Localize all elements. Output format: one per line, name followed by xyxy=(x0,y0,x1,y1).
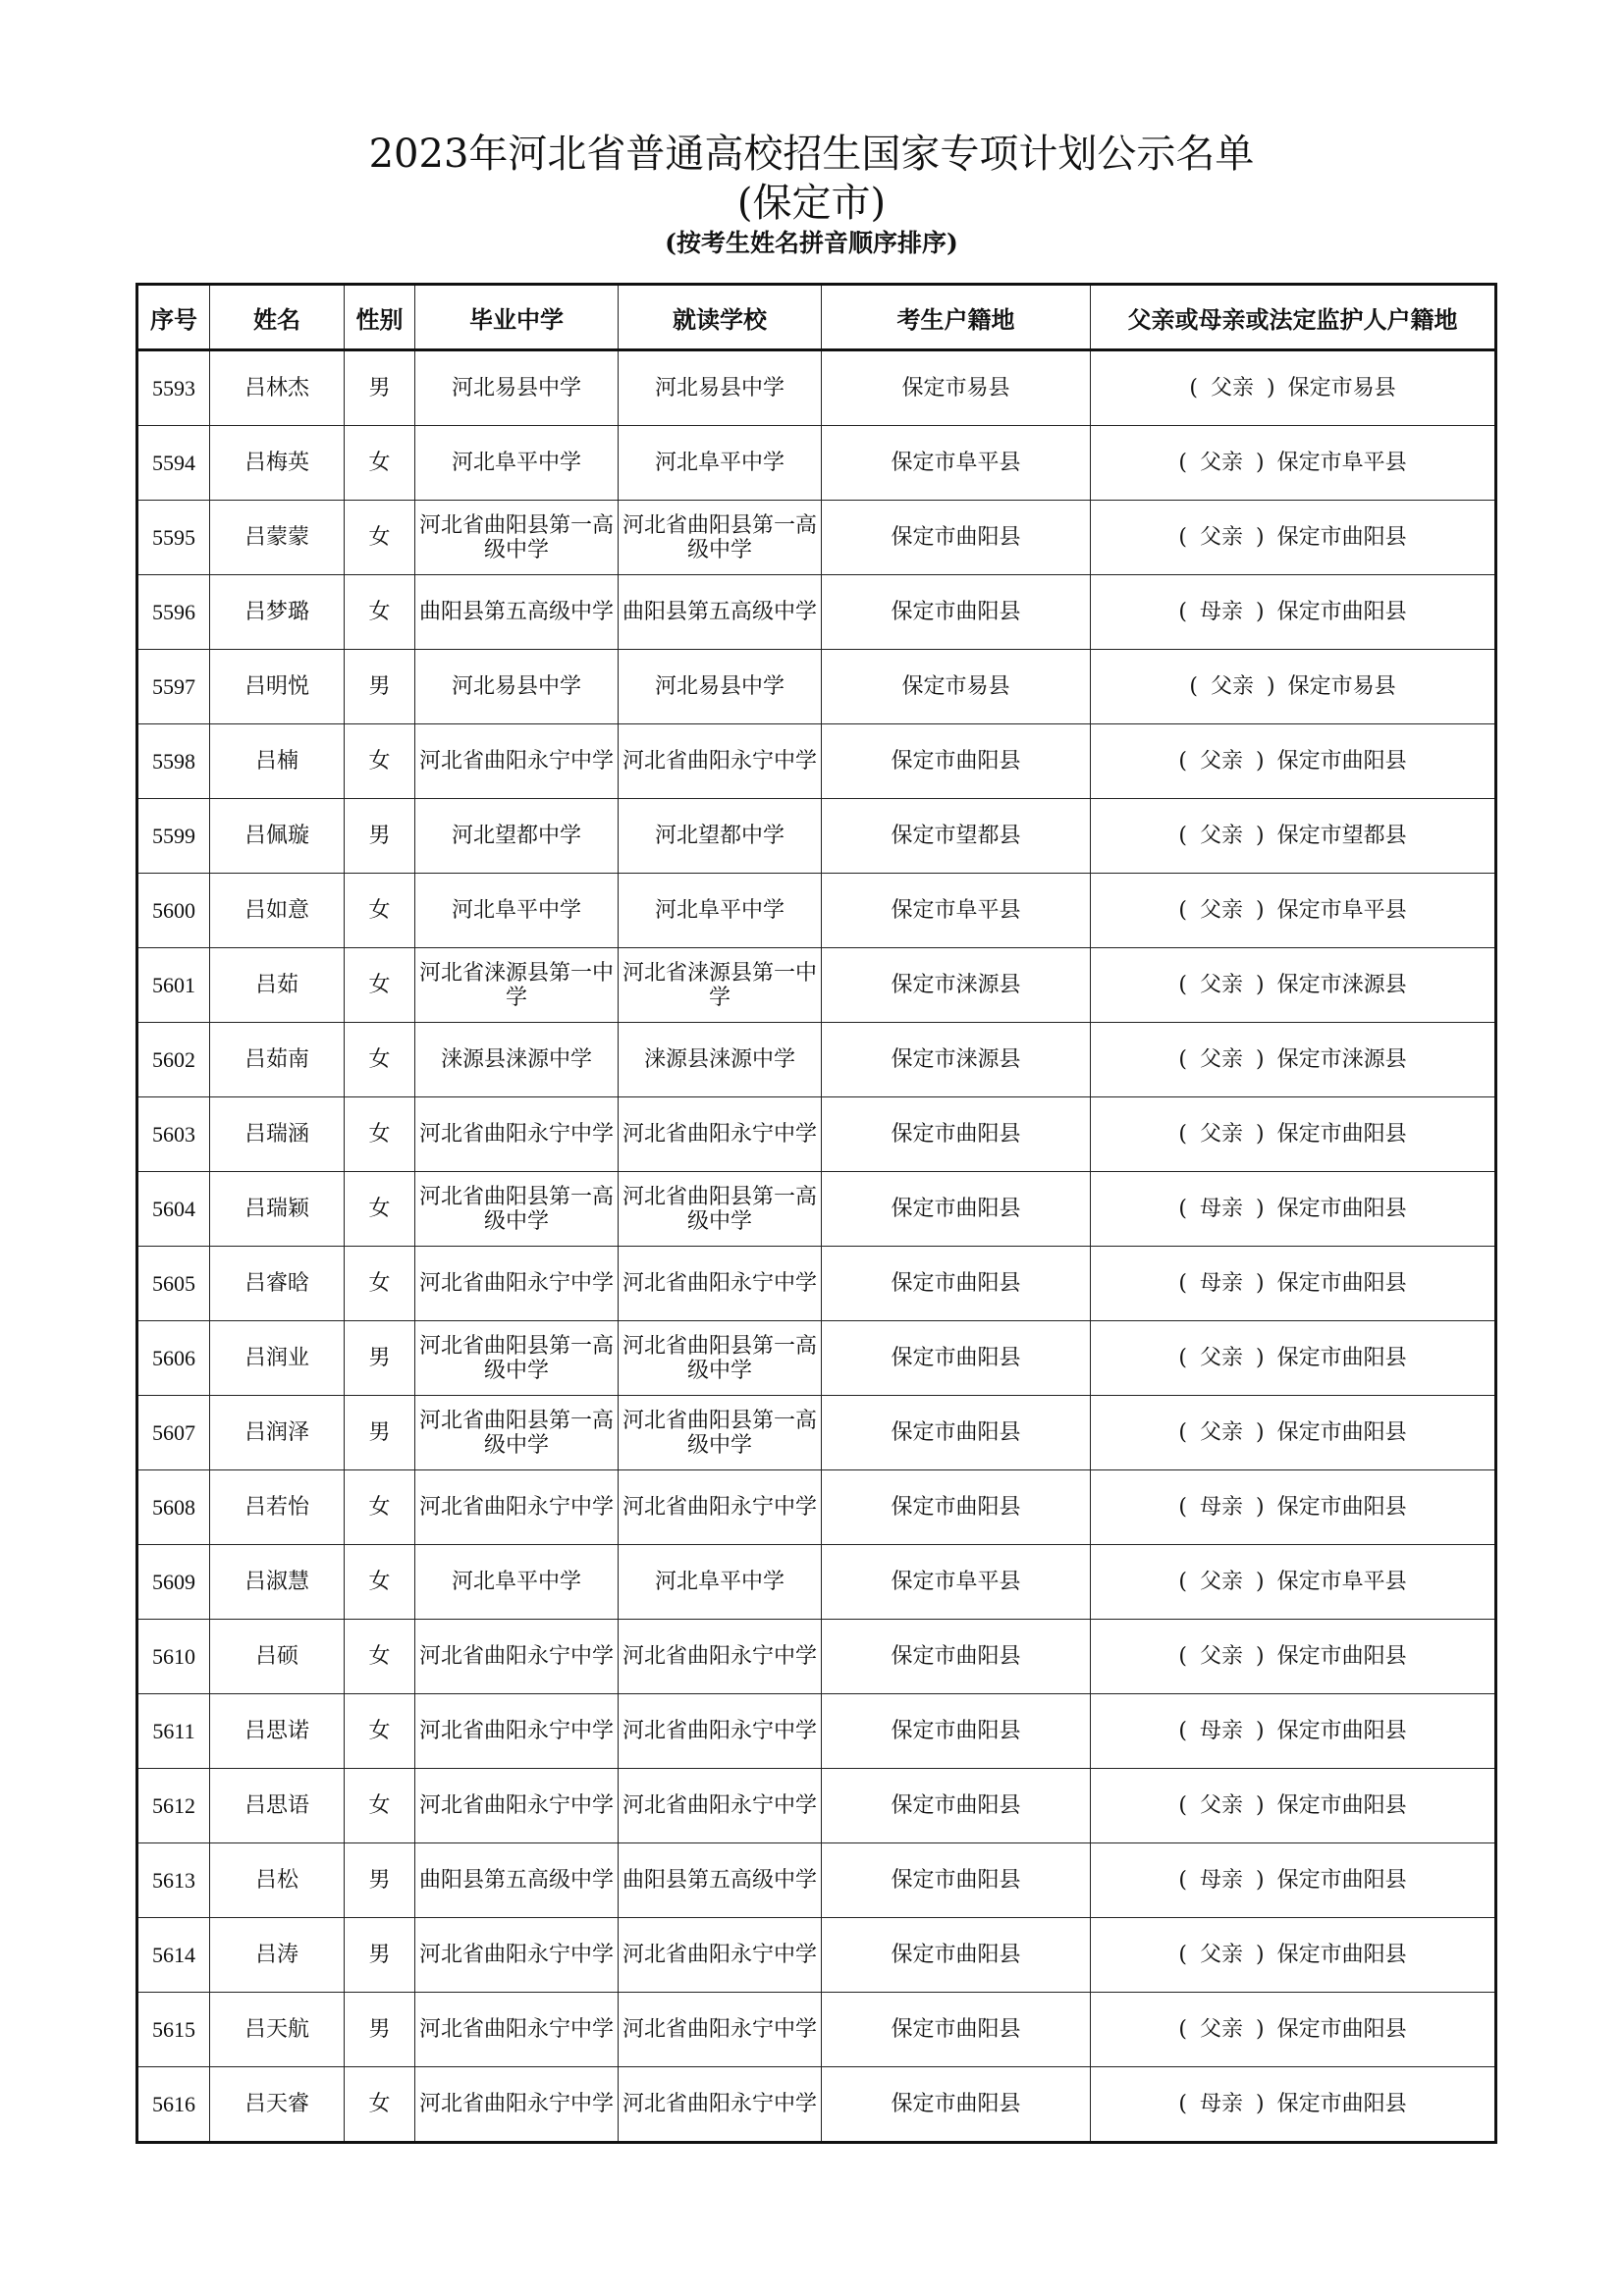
cell-current-school: 河北省曲阳永宁中学 xyxy=(619,1620,822,1694)
cell-grad-school: 河北阜平中学 xyxy=(415,426,619,501)
cell-name: 吕瑞涵 xyxy=(210,1097,345,1172)
cell-guardian-hukou: ( 父亲 ) 保定市望都县 xyxy=(1091,799,1496,874)
cell-seq: 5610 xyxy=(137,1620,210,1694)
cell-seq: 5606 xyxy=(137,1321,210,1396)
cell-hukou: 保定市阜平县 xyxy=(822,1545,1091,1620)
page-title: 2023年河北省普通高校招生国家专项计划公示名单 xyxy=(368,132,1255,177)
cell-guardian-hukou: ( 母亲 ) 保定市曲阳县 xyxy=(1091,1843,1496,1918)
table-row xyxy=(137,1247,1496,1321)
cell-gender: 女 xyxy=(345,874,415,948)
table-row xyxy=(137,799,1496,874)
cell-name: 吕楠 xyxy=(210,724,345,799)
table-row xyxy=(137,1321,1496,1396)
cell-seq: 5600 xyxy=(137,874,210,948)
cell-hukou: 保定市曲阳县 xyxy=(822,1097,1091,1172)
cell-seq: 5593 xyxy=(137,350,210,426)
cell-current-school: 河北省曲阳永宁中学 xyxy=(619,2067,822,2143)
cell-gender: 男 xyxy=(345,350,415,426)
table-row xyxy=(137,350,1496,426)
cell-seq: 5598 xyxy=(137,724,210,799)
cell-guardian-hukou: ( 父亲 ) 保定市涞源县 xyxy=(1091,1023,1496,1097)
cell-gender: 男 xyxy=(345,1918,415,1993)
cell-hukou: 保定市曲阳县 xyxy=(822,1993,1091,2067)
table-row xyxy=(137,575,1496,650)
cell-guardian-hukou: ( 父亲 ) 保定市易县 xyxy=(1091,650,1496,724)
header-row xyxy=(137,285,1496,350)
cell-seq: 5599 xyxy=(137,799,210,874)
table-row xyxy=(137,501,1496,575)
cell-current-school: 河北省曲阳永宁中学 xyxy=(619,1918,822,1993)
cell-grad-school: 河北省曲阳县第一高级中学 xyxy=(415,1321,619,1396)
cell-gender: 男 xyxy=(345,1843,415,1918)
cell-name: 吕茹 xyxy=(210,948,345,1023)
cell-gender: 女 xyxy=(345,1470,415,1545)
cell-hukou: 保定市阜平县 xyxy=(822,874,1091,948)
cell-gender: 男 xyxy=(345,1321,415,1396)
cell-seq: 5613 xyxy=(137,1843,210,1918)
cell-hukou: 保定市曲阳县 xyxy=(822,575,1091,650)
cell-guardian-hukou: ( 母亲 ) 保定市曲阳县 xyxy=(1091,575,1496,650)
cell-name: 吕润业 xyxy=(210,1321,345,1396)
cell-grad-school: 河北省曲阳永宁中学 xyxy=(415,1097,619,1172)
cell-grad-school: 河北阜平中学 xyxy=(415,874,619,948)
cell-name: 吕思语 xyxy=(210,1769,345,1843)
cell-grad-school: 河北省曲阳永宁中学 xyxy=(415,1470,619,1545)
table-row xyxy=(137,1620,1496,1694)
cell-name: 吕睿晗 xyxy=(210,1247,345,1321)
table-row xyxy=(137,874,1496,948)
cell-current-school: 河北易县中学 xyxy=(619,650,822,724)
cell-guardian-hukou: ( 父亲 ) 保定市涞源县 xyxy=(1091,948,1496,1023)
cell-name: 吕明悦 xyxy=(210,650,345,724)
cell-guardian-hukou: ( 父亲 ) 保定市曲阳县 xyxy=(1091,1321,1496,1396)
cell-grad-school: 河北省曲阳永宁中学 xyxy=(415,1694,619,1769)
cell-hukou: 保定市曲阳县 xyxy=(822,724,1091,799)
cell-gender: 女 xyxy=(345,1023,415,1097)
column-header-hukou: 考生户籍地 xyxy=(822,285,1091,350)
cell-hukou: 保定市曲阳县 xyxy=(822,1918,1091,1993)
cell-guardian-hukou: ( 母亲 ) 保定市曲阳县 xyxy=(1091,1172,1496,1247)
table-body xyxy=(137,350,1496,2143)
cell-gender: 女 xyxy=(345,1247,415,1321)
cell-hukou: 保定市曲阳县 xyxy=(822,1172,1091,1247)
cell-name: 吕润泽 xyxy=(210,1396,345,1470)
cell-grad-school: 河北省涞源县第一中学 xyxy=(415,948,619,1023)
table-row xyxy=(137,1396,1496,1470)
cell-guardian-hukou: ( 父亲 ) 保定市曲阳县 xyxy=(1091,1097,1496,1172)
cell-current-school: 河北阜平中学 xyxy=(619,874,822,948)
cell-seq: 5604 xyxy=(137,1172,210,1247)
cell-hukou: 保定市曲阳县 xyxy=(822,501,1091,575)
cell-guardian-hukou: ( 父亲 ) 保定市阜平县 xyxy=(1091,426,1496,501)
cell-seq: 5609 xyxy=(137,1545,210,1620)
cell-gender: 女 xyxy=(345,948,415,1023)
cell-grad-school: 河北省曲阳县第一高级中学 xyxy=(415,1396,619,1470)
cell-seq: 5601 xyxy=(137,948,210,1023)
cell-guardian-hukou: ( 父亲 ) 保定市曲阳县 xyxy=(1091,1918,1496,1993)
cell-name: 吕淑慧 xyxy=(210,1545,345,1620)
cell-gender: 女 xyxy=(345,2067,415,2143)
cell-gender: 女 xyxy=(345,1545,415,1620)
cell-seq: 5615 xyxy=(137,1993,210,2067)
cell-seq: 5596 xyxy=(137,575,210,650)
cell-hukou: 保定市曲阳县 xyxy=(822,1620,1091,1694)
cell-name: 吕梦璐 xyxy=(210,575,345,650)
cell-name: 吕天航 xyxy=(210,1993,345,2067)
cell-current-school: 河北省曲阳永宁中学 xyxy=(619,724,822,799)
cell-guardian-hukou: ( 父亲 ) 保定市曲阳县 xyxy=(1091,1620,1496,1694)
cell-guardian-hukou: ( 父亲 ) 保定市阜平县 xyxy=(1091,1545,1496,1620)
table-row xyxy=(137,650,1496,724)
cell-grad-school: 河北省曲阳县第一高级中学 xyxy=(415,1172,619,1247)
table-row xyxy=(137,1918,1496,1993)
cell-grad-school: 河北易县中学 xyxy=(415,350,619,426)
cell-name: 吕涛 xyxy=(210,1918,345,1993)
cell-grad-school: 河北省曲阳永宁中学 xyxy=(415,724,619,799)
cell-guardian-hukou: ( 父亲 ) 保定市阜平县 xyxy=(1091,874,1496,948)
cell-hukou: 保定市曲阳县 xyxy=(822,1843,1091,1918)
cell-current-school: 河北阜平中学 xyxy=(619,1545,822,1620)
cell-hukou: 保定市望都县 xyxy=(822,799,1091,874)
cell-current-school: 河北省曲阳县第一高级中学 xyxy=(619,1172,822,1247)
cell-guardian-hukou: ( 母亲 ) 保定市曲阳县 xyxy=(1091,1247,1496,1321)
cell-name: 吕林杰 xyxy=(210,350,345,426)
cell-seq: 5595 xyxy=(137,501,210,575)
cell-name: 吕茹南 xyxy=(210,1023,345,1097)
table-row xyxy=(137,426,1496,501)
column-header-current-school: 就读学校 xyxy=(619,285,822,350)
cell-grad-school: 河北省曲阳永宁中学 xyxy=(415,1993,619,2067)
cell-guardian-hukou: ( 父亲 ) 保定市曲阳县 xyxy=(1091,724,1496,799)
table-header xyxy=(137,285,1496,350)
cell-current-school: 河北望都中学 xyxy=(619,799,822,874)
cell-guardian-hukou: ( 母亲 ) 保定市曲阳县 xyxy=(1091,2067,1496,2143)
cell-name: 吕天睿 xyxy=(210,2067,345,2143)
cell-grad-school: 曲阳县第五高级中学 xyxy=(415,575,619,650)
cell-grad-school: 曲阳县第五高级中学 xyxy=(415,1843,619,1918)
cell-current-school: 河北省曲阳县第一高级中学 xyxy=(619,501,822,575)
cell-seq: 5602 xyxy=(137,1023,210,1097)
cell-grad-school: 河北省曲阳县第一高级中学 xyxy=(415,501,619,575)
column-header-name: 姓名 xyxy=(210,285,345,350)
cell-gender: 女 xyxy=(345,501,415,575)
cell-seq: 5612 xyxy=(137,1769,210,1843)
cell-seq: 5614 xyxy=(137,1918,210,1993)
column-header-guardian-hukou: 父亲或母亲或法定监护人户籍地 xyxy=(1091,285,1496,350)
cell-grad-school: 河北省曲阳永宁中学 xyxy=(415,1769,619,1843)
cell-name: 吕硕 xyxy=(210,1620,345,1694)
cell-guardian-hukou: ( 父亲 ) 保定市曲阳县 xyxy=(1091,501,1496,575)
cell-current-school: 河北易县中学 xyxy=(619,350,822,426)
sort-note: (按考生姓名拼音顺序排序) xyxy=(665,229,958,257)
cell-hukou: 保定市涞源县 xyxy=(822,1023,1091,1097)
cell-name: 吕佩璇 xyxy=(210,799,345,874)
cell-hukou: 保定市曲阳县 xyxy=(822,1247,1091,1321)
cell-hukou: 保定市曲阳县 xyxy=(822,1321,1091,1396)
cell-gender: 女 xyxy=(345,724,415,799)
cell-hukou: 保定市曲阳县 xyxy=(822,2067,1091,2143)
cell-name: 吕蒙蒙 xyxy=(210,501,345,575)
cell-grad-school: 河北省曲阳永宁中学 xyxy=(415,1620,619,1694)
cell-seq: 5608 xyxy=(137,1470,210,1545)
cell-name: 吕松 xyxy=(210,1843,345,1918)
page-subtitle: (保定市) xyxy=(736,181,887,226)
cell-hukou: 保定市曲阳县 xyxy=(822,1396,1091,1470)
table-row xyxy=(137,948,1496,1023)
cell-hukou: 保定市阜平县 xyxy=(822,426,1091,501)
cell-grad-school: 河北望都中学 xyxy=(415,799,619,874)
table-row xyxy=(137,1545,1496,1620)
cell-current-school: 河北省曲阳县第一高级中学 xyxy=(619,1396,822,1470)
cell-current-school: 曲阳县第五高级中学 xyxy=(619,1843,822,1918)
cell-gender: 女 xyxy=(345,1620,415,1694)
cell-seq: 5603 xyxy=(137,1097,210,1172)
cell-current-school: 河北阜平中学 xyxy=(619,426,822,501)
table-row xyxy=(137,1172,1496,1247)
cell-name: 吕若怡 xyxy=(210,1470,345,1545)
cell-grad-school: 河北省曲阳永宁中学 xyxy=(415,1247,619,1321)
cell-gender: 男 xyxy=(345,1396,415,1470)
roster-table xyxy=(135,283,1497,2144)
cell-grad-school: 河北省曲阳永宁中学 xyxy=(415,1918,619,1993)
table-row xyxy=(137,1023,1496,1097)
cell-gender: 女 xyxy=(345,575,415,650)
cell-gender: 男 xyxy=(345,799,415,874)
cell-hukou: 保定市曲阳县 xyxy=(822,1470,1091,1545)
cell-hukou: 保定市涞源县 xyxy=(822,948,1091,1023)
cell-current-school: 河北省涞源县第一中学 xyxy=(619,948,822,1023)
column-header-grad-school: 毕业中学 xyxy=(415,285,619,350)
cell-current-school: 河北省曲阳永宁中学 xyxy=(619,1470,822,1545)
cell-current-school: 河北省曲阳永宁中学 xyxy=(619,1993,822,2067)
cell-gender: 女 xyxy=(345,1097,415,1172)
cell-seq: 5594 xyxy=(137,426,210,501)
table-row xyxy=(137,724,1496,799)
cell-grad-school: 涞源县涞源中学 xyxy=(415,1023,619,1097)
cell-current-school: 河北省曲阳县第一高级中学 xyxy=(619,1321,822,1396)
cell-current-school: 曲阳县第五高级中学 xyxy=(619,575,822,650)
cell-name: 吕如意 xyxy=(210,874,345,948)
cell-gender: 男 xyxy=(345,650,415,724)
cell-grad-school: 河北省曲阳永宁中学 xyxy=(415,2067,619,2143)
table-row xyxy=(137,1843,1496,1918)
cell-name: 吕瑞颖 xyxy=(210,1172,345,1247)
cell-guardian-hukou: ( 父亲 ) 保定市曲阳县 xyxy=(1091,1993,1496,2067)
cell-hukou: 保定市曲阳县 xyxy=(822,1694,1091,1769)
cell-current-school: 涞源县涞源中学 xyxy=(619,1023,822,1097)
table-row xyxy=(137,1097,1496,1172)
cell-name: 吕梅英 xyxy=(210,426,345,501)
cell-gender: 女 xyxy=(345,1172,415,1247)
table-row xyxy=(137,1470,1496,1545)
cell-hukou: 保定市曲阳县 xyxy=(822,1769,1091,1843)
cell-current-school: 河北省曲阳永宁中学 xyxy=(619,1694,822,1769)
cell-hukou: 保定市易县 xyxy=(822,350,1091,426)
cell-guardian-hukou: ( 母亲 ) 保定市曲阳县 xyxy=(1091,1470,1496,1545)
table-row xyxy=(137,2067,1496,2143)
cell-name: 吕思诺 xyxy=(210,1694,345,1769)
table-row xyxy=(137,1993,1496,2067)
table-row xyxy=(137,1769,1496,1843)
column-header-seq: 序号 xyxy=(137,285,210,350)
cell-guardian-hukou: ( 父亲 ) 保定市曲阳县 xyxy=(1091,1396,1496,1470)
cell-gender: 男 xyxy=(345,1993,415,2067)
cell-guardian-hukou: ( 母亲 ) 保定市曲阳县 xyxy=(1091,1694,1496,1769)
cell-guardian-hukou: ( 父亲 ) 保定市易县 xyxy=(1091,350,1496,426)
cell-hukou: 保定市易县 xyxy=(822,650,1091,724)
cell-gender: 女 xyxy=(345,1694,415,1769)
cell-seq: 5616 xyxy=(137,2067,210,2143)
cell-grad-school: 河北阜平中学 xyxy=(415,1545,619,1620)
cell-current-school: 河北省曲阳永宁中学 xyxy=(619,1769,822,1843)
cell-seq: 5611 xyxy=(137,1694,210,1769)
table-row xyxy=(137,1694,1496,1769)
cell-gender: 女 xyxy=(345,1769,415,1843)
cell-gender: 女 xyxy=(345,426,415,501)
cell-seq: 5607 xyxy=(137,1396,210,1470)
cell-current-school: 河北省曲阳永宁中学 xyxy=(619,1247,822,1321)
column-header-gender: 性别 xyxy=(345,285,415,350)
cell-grad-school: 河北易县中学 xyxy=(415,650,619,724)
cell-guardian-hukou: ( 父亲 ) 保定市曲阳县 xyxy=(1091,1769,1496,1843)
cell-current-school: 河北省曲阳永宁中学 xyxy=(619,1097,822,1172)
cell-seq: 5597 xyxy=(137,650,210,724)
cell-seq: 5605 xyxy=(137,1247,210,1321)
